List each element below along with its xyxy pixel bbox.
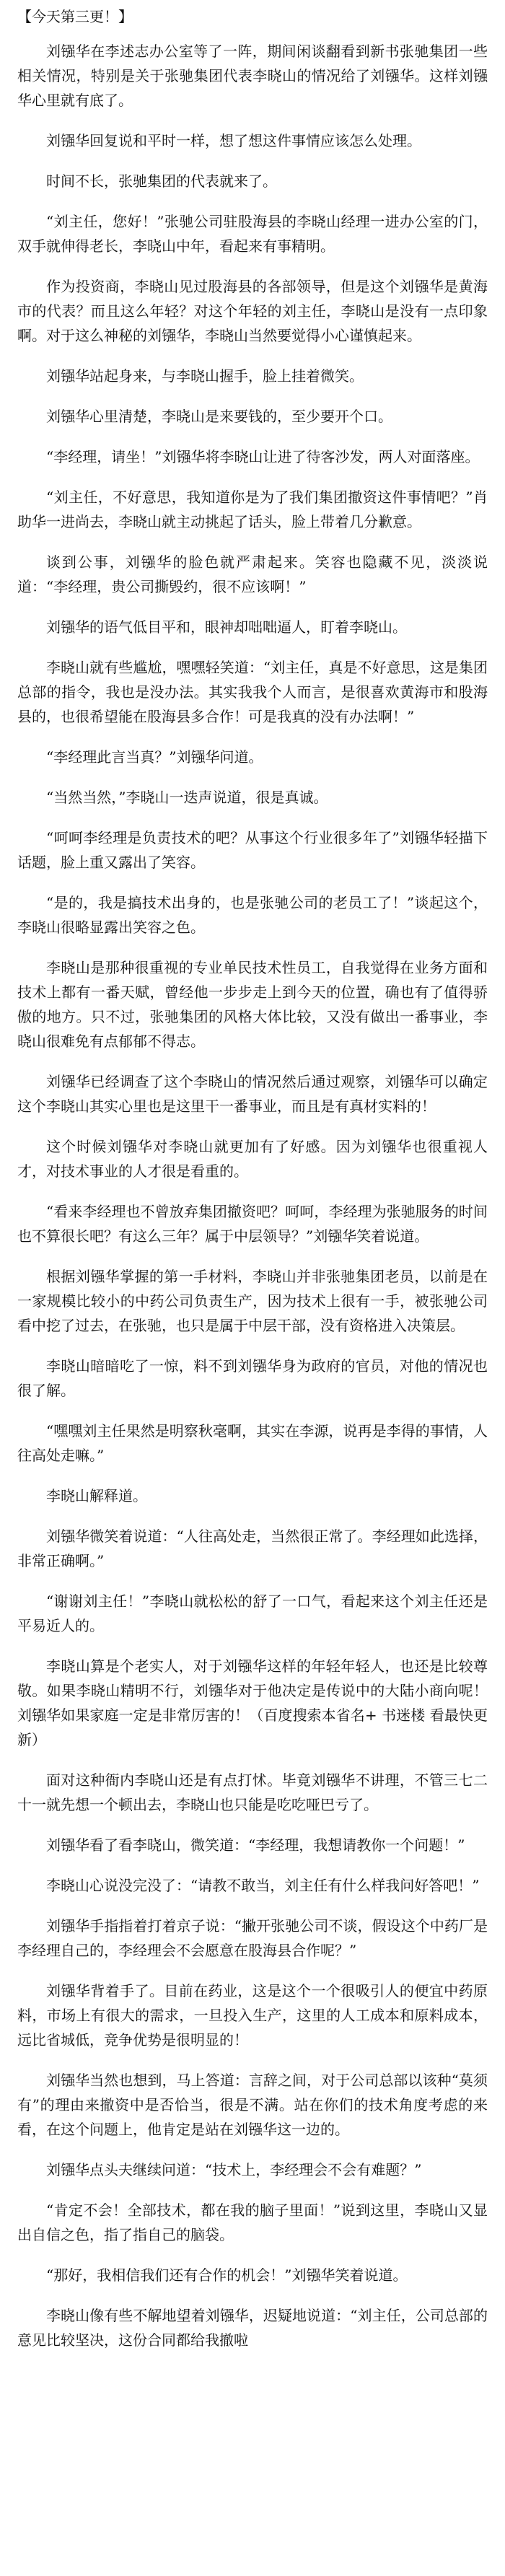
- paragraph: 刘镪华背着手了。目前在药业，这是这个一个很吸引人的便宜中药原料，市场上有很大的需求，一旦投入生产，这里的人工成本和原料成本，远比省城低，竞争优势是很明显的！: [17, 1982, 488, 2049]
- paragraph: “那好，我相信我们还有合作的机会！”刘镪华笑着说道。: [46, 2266, 408, 2284]
- paragraph: 刘镪华在李述志办公室等了一阵，期间闲谈翻看到新书张驰集团一些相关情况，特别是关于张驰集团代表李晓山的情况给了刘镪华。这样刘镪华心里就有底了。: [17, 43, 488, 109]
- paragraph: 李晓山心说没完没了：“请教不敢当，刘主任有什么样我问好答吧！”: [46, 1877, 480, 1894]
- paragraph: “嘿嘿刘主任果然是明察秋毫啊，其实在李源，说再是李得的事情，人往高处走嘛。”: [17, 1422, 488, 1464]
- paragraph: “呵呵李经理是负责技术的吧？从事这个行业很多年了”刘镪华轻描下话题，脸上重又露出了笑容。: [17, 829, 488, 871]
- paragraph: “当然当然，”李晓山一迭声说道，很是真诚。: [46, 789, 328, 806]
- paragraph: 刘镪华微笑着说道：“人往高处走，当然很正常了。李经理如此选择，非常正确啊。”: [17, 1528, 488, 1569]
- paragraph: “刘主任，您好！”张驰公司驻股海县的李晓山经理一进办公室的门，双手就伸得老长，李晓山中年，看起来有事精明。: [17, 213, 488, 255]
- paragraph: 这个时候刘镪华对李晓山就更加有了好感。因为刘镪华也很重视人才，对技术事业的人才很是看重的。: [17, 1138, 488, 1180]
- paragraph: “肯定不会！全部技术，都在我的脑子里面！”说到这里，李晓山又显出自信之色，指了指自己的脑袋。: [17, 2202, 488, 2243]
- paragraph: 李晓山算是个老实人，对于刘镪华这样的年轻年轻人，也还是比较尊敬。如果李晓山精明不行，刘镪华对于他决定是传说中的大陆小商向呢！刘镪华如果家庭一定是非常厉害的！（百度搜索本省名+ 书迷楼 看最快更新）: [17, 1657, 488, 1748]
- paragraph: “李经理，请坐！”刘镪华将李晓山让进了待客沙发，两人对面落座。: [46, 448, 480, 465]
- paragraph: 谈到公事，刘镪华的脸色就严肃起来。笑容也隐藏不见，淡淡说道：“李经理，贵公司撕毁约，很不应该啊！”: [17, 553, 488, 595]
- paragraph: 李晓山是那种很重视的专业单民技术性员工，自我觉得在业务方面和技术上都有一番天赋，曾经他一步步走上到今天的位置，确也有了值得骄傲的地方。只不过，张驰集团的风格大体比较，又没有做出一番事业，李晓山很难免有点郁郁不得志。: [17, 959, 488, 1050]
- paragraph: “谢谢刘主任！”李晓山就松松的舒了一口气，看起来这个刘主任还是平易近人的。: [17, 1593, 488, 1634]
- paragraph: 面对这种衙内李晓山还是有点打怵。毕竟刘镪华不讲理，不管三七二十一就先想一个顿出去，李晓山也只能是吃吃哑巴亏了。: [17, 1771, 488, 1813]
- paragraph: 李晓山解释道。: [46, 1487, 147, 1504]
- paragraph: 刘镪华回复说和平时一样，想了想这件事情应该怎么处理。: [46, 132, 421, 149]
- paragraph: 刘镪华点头夫继续问道：“技术上，李经理会不会有难题？”: [46, 2161, 422, 2178]
- paragraph: 时间不长，张驰集团的代表就来了。: [46, 172, 277, 190]
- paragraph: “看来李经理也不曾放弃集团撤资吧？呵呵，李经理为张驰服务的时间也不算很长吧？有这么三年？属于中层领导？”刘镪华笑着说道。: [17, 1203, 488, 1245]
- paragraph: 刘镪华看了看李晓山，微笑道：“李经理，我想请教你一个问题！”: [46, 1836, 465, 1854]
- article-body: [17, 39, 488, 2352]
- paragraph: 刘镪华当然也想到，马上答道：言辞之间，对于公司总部以该种“莫须有”的理由来撤资中是否恰当，很是不满。站在你们的技术角度考虑的来看，在这个问题上，他肯定是站在刘镪华这一边的。: [17, 2072, 488, 2138]
- paragraph: 李晓山就有些尴尬，嘿嘿轻笑道：“刘主任，真是不好意思，这是集团总部的指令，我也是没办法。其实我我个人而言，是很喜欢黄海市和股海县的，也很希望能在股海县多合作！可是我真的没有办法啊！”: [17, 659, 488, 725]
- paragraph: “是的，我是搞技术出身的，也是张驰公司的老员工了！”谈起这个，李晓山很略显露出笑容之色。: [17, 894, 488, 936]
- paragraph: 作为投资商，李晓山见过股海县的各部领导，但是这个刘镪华是黄海市的代表？而且这么年轻？对这个年轻的刘主任，李晓山是没有一点印象啊。对于这么神秘的刘镪华，李晓山当然要觉得小心谨慎起来。: [17, 278, 488, 344]
- paragraph: “刘主任，不好意思，我知道你是为了我们集团撤资这件事情吧？”肖助华一进尚去，李晓山就主动挑起了话头，脸上带着几分歉意。: [17, 489, 488, 530]
- paragraph: 刘镪华心里清楚，李晓山是来要钱的，至少要开个口。: [46, 408, 392, 425]
- paragraph: 李晓山像有些不解地望着刘镪华，迟疑地说道：“刘主任，公司总部的意见比较坚决，这份合同都给我撤啦: [17, 2307, 488, 2349]
- paragraph: 刘镪华手指指着打着京子说：“撇开张驰公司不谈，假设这个中药厂是李经理自己的，李经理会不会愿意在股海县合作呢？”: [17, 1917, 488, 1959]
- chapter-note: 【今天第三更！】: [17, 8, 133, 25]
- paragraph: 根据刘镪华掌握的第一手材料，李晓山并非张驰集团老员，以前是在一家规模比较小的中药公司负责生产，因为技术上很有一手，被张驰公司看中挖了过去，在张驰，也只是属于中层干部，没有资格进入决策层。: [17, 1268, 488, 1334]
- paragraph: “李经理此言当真？”刘镪华问道。: [46, 748, 263, 766]
- paragraph: 李晓山暗暗吃了一惊，料不到刘镪华身为政府的官员，对他的情况也很了解。: [17, 1357, 488, 1399]
- paragraph: 刘镪华站起身来，与李晓山握手，脸上挂着微笑。: [46, 367, 364, 385]
- paragraph: 刘镪华已经调查了这个李晓山的情况然后通过观察，刘镪华可以确定这个李晓山其实心里也是这里干一番事业，而且是有真材实料的！: [17, 1073, 488, 1115]
- paragraph: 刘镪华的语气低目平和，眼神却咄咄逼人，盯着李晓山。: [46, 618, 407, 636]
